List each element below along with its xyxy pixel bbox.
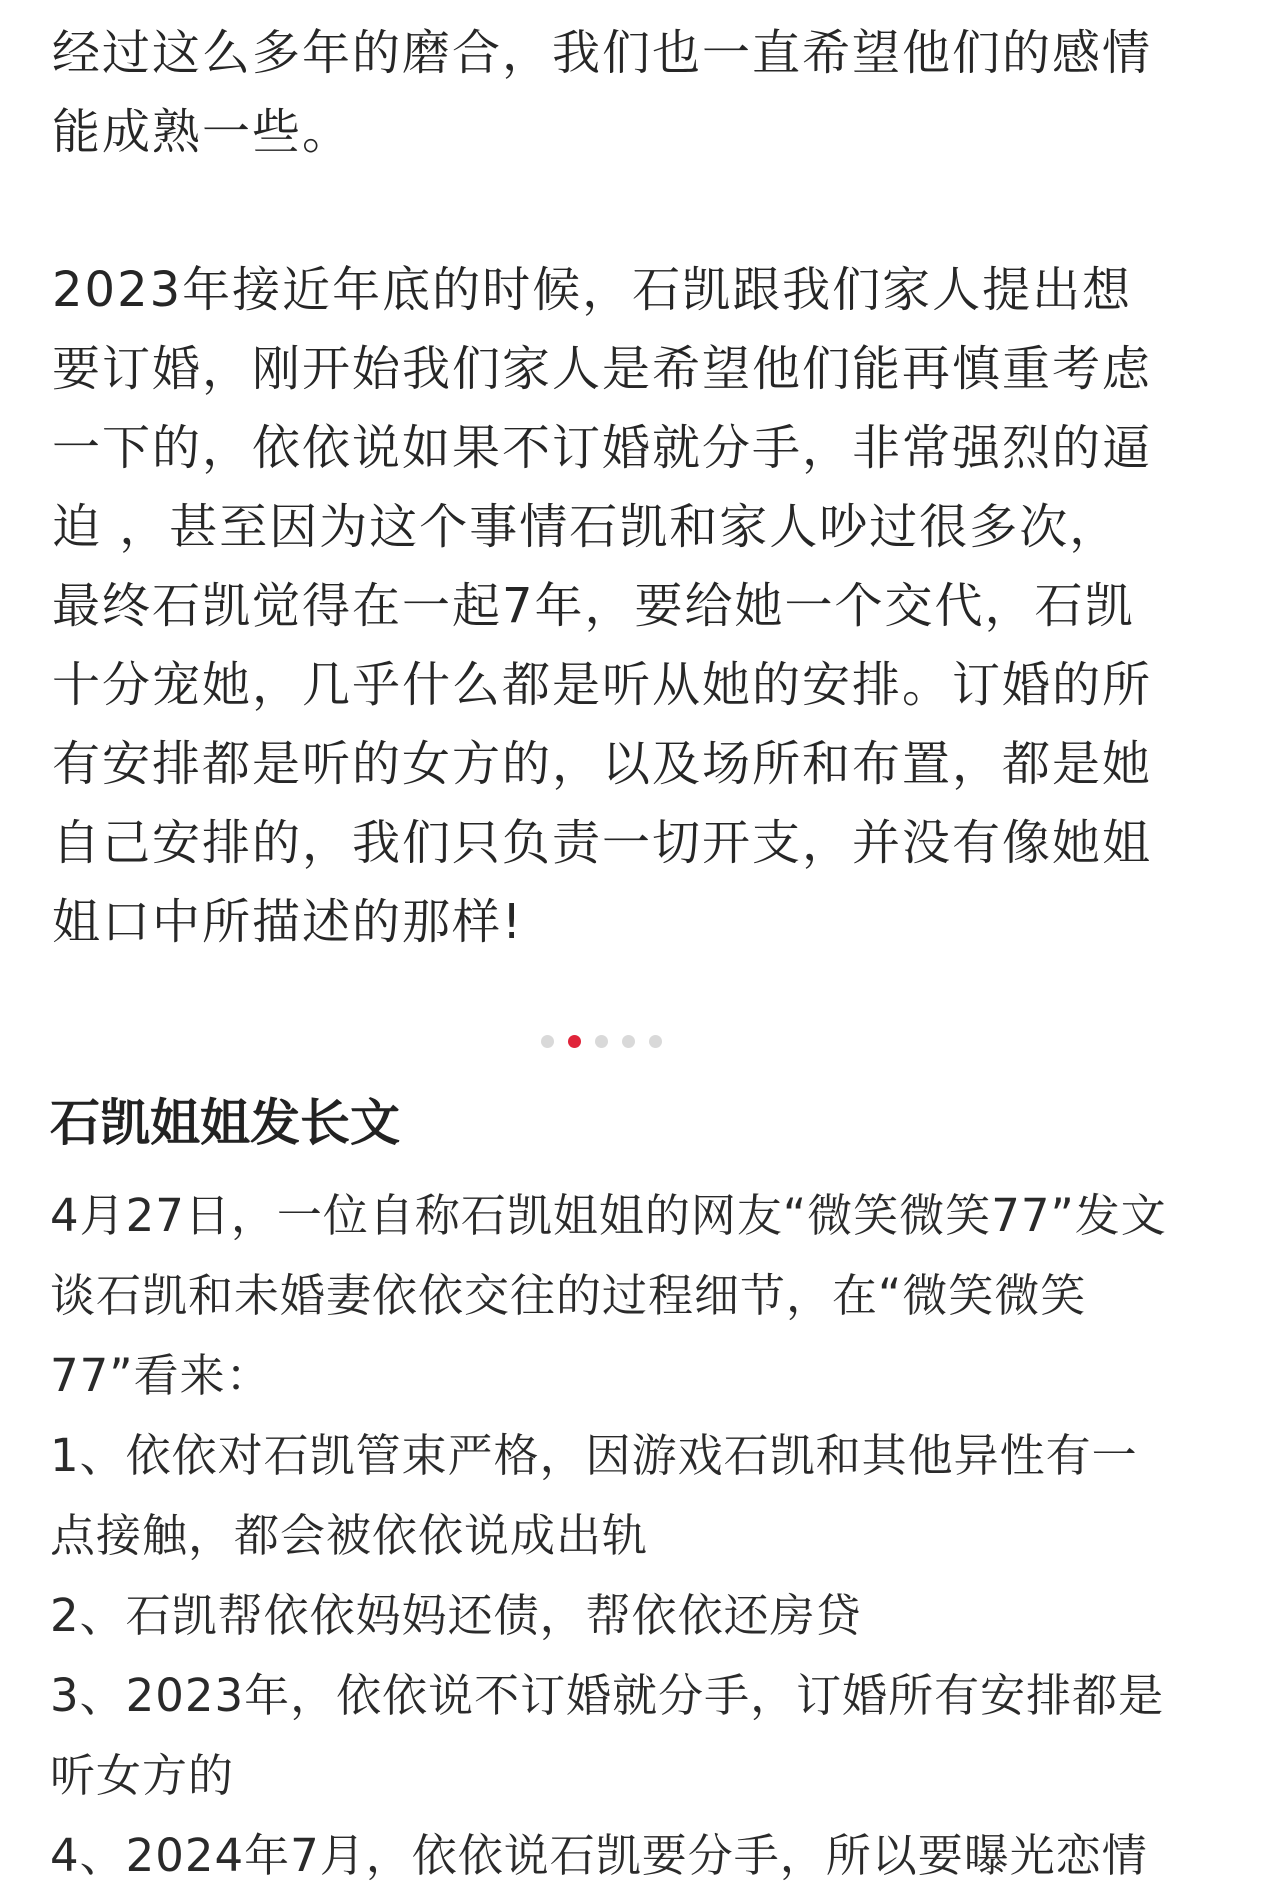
article-line: 谈石凯和未婚妻依依交往的过程细节，在“微笑微笑 — [50, 1269, 1087, 1322]
article-line: 4、2024年7月，依依说石凯要分手，所以要曝光恋情 — [50, 1829, 1148, 1882]
carousel-image-text — [52, 14, 1252, 962]
image-text-line: 能成熟一些。 — [52, 104, 353, 160]
article-body — [50, 1088, 1250, 1896]
image-text-line: 一下的，依依说如果不订婚就分手，非常强烈的逼 — [52, 420, 1153, 476]
image-text-line: 十分宠她，几乎什么都是听从她的安排。订婚的所 — [52, 657, 1153, 713]
image-text-line: 2023年接近年底的时候，石凯跟我们家人提出想 — [52, 262, 1133, 318]
image-text-line: 自己安排的，我们只负责一切开支，并没有像她姐 — [52, 815, 1153, 871]
article-line: 听女方的 — [50, 1749, 235, 1802]
article-line: 1、依依对石凯管束严格，因游戏石凯和其他异性有一 — [50, 1429, 1138, 1482]
article-line: 点接触，都会被依依说成出轨 — [50, 1509, 649, 1562]
carousel-dot[interactable] — [649, 1035, 662, 1048]
carousel-dot[interactable] — [595, 1035, 608, 1048]
carousel-dot-active[interactable] — [568, 1035, 581, 1048]
article-line: 3、2023年，依依说不订婚就分手，订婚所有安排都是 — [50, 1669, 1165, 1722]
carousel-pagination — [0, 1035, 1241, 1048]
article-line: 4月27日，一位自称石凯姐姐的网友“微笑微笑77”发文 — [50, 1189, 1167, 1242]
carousel-dot[interactable] — [622, 1035, 635, 1048]
image-text-line: 有安排都是听的女方的，以及场所和布置，都是她 — [52, 736, 1153, 792]
image-text-line: 要订婚，刚开始我们家人是希望他们能再慎重考虑 — [52, 341, 1153, 397]
image-text-line: 迫 ，甚至因为这个事情石凯和家人吵过很多次， — [52, 499, 1120, 555]
article-text — [50, 1176, 1250, 1896]
image-text-line: 姐口中所描述的那样! — [52, 894, 524, 950]
image-text-line: 经过这么多年的磨合，我们也一直希望他们的感情 — [52, 25, 1153, 81]
article-line: 77”看来： — [50, 1349, 272, 1402]
paragraph-gap — [52, 172, 1252, 251]
section-heading: 石凯姐姐发长文 — [50, 1094, 400, 1152]
article-line: 2、石凯帮依依妈妈还债，帮依依还房贷 — [50, 1589, 862, 1642]
image-text-line: 最终石凯觉得在一起7年，要给她一个交代，石凯 — [52, 578, 1135, 634]
carousel-dot[interactable] — [541, 1035, 554, 1048]
